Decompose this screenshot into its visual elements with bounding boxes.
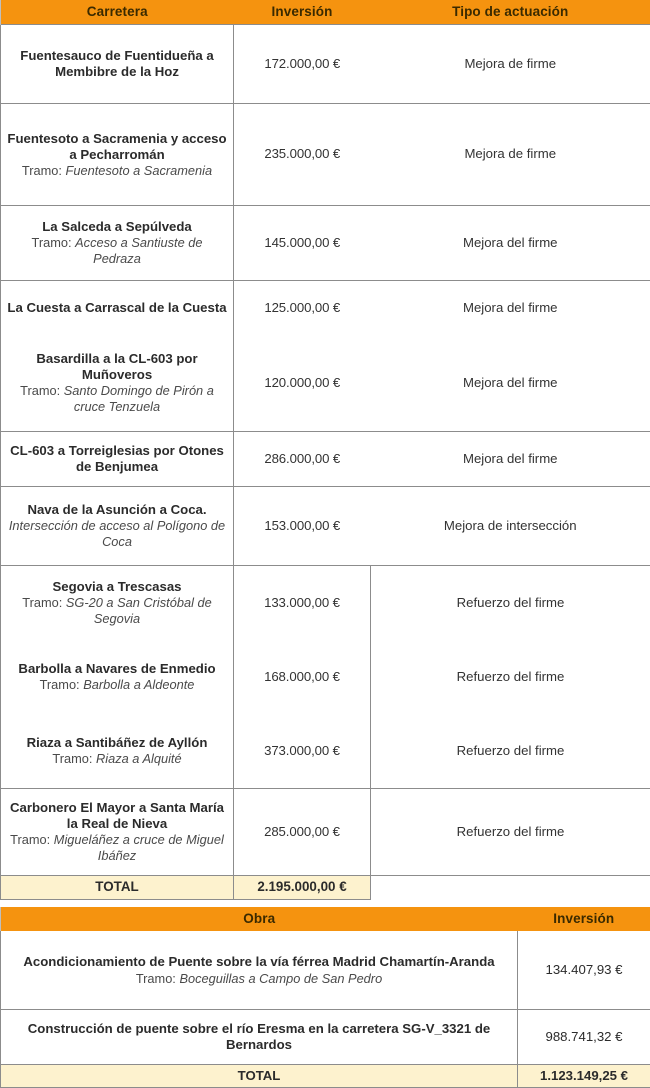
cell-investment: 133.000,00 € bbox=[234, 566, 371, 641]
cell-investment: 286.000,00 € bbox=[234, 432, 371, 487]
cell-road bbox=[1, 104, 234, 206]
table-row bbox=[1, 714, 650, 789]
road-tramo bbox=[7, 677, 227, 693]
road-tramo bbox=[7, 518, 227, 549]
tramo-text: Boceguillas a Campo de San Pedro bbox=[179, 971, 382, 986]
works-investment-table bbox=[0, 907, 650, 1088]
cell-action-type: Mejora de firme bbox=[371, 25, 650, 104]
total-label: TOTAL bbox=[1, 876, 234, 900]
cell-road: CL-603 a Torreiglesias por Otones de Benjumea bbox=[1, 432, 234, 487]
table-row bbox=[1, 566, 650, 641]
total-value: 2.195.000,00 € bbox=[234, 876, 371, 900]
cell-road bbox=[1, 335, 234, 432]
cell-investment: 235.000,00 € bbox=[234, 104, 371, 206]
tramo-text: Migueláñez a cruce de Miguel Ibáñez bbox=[54, 832, 224, 863]
cell-action-type: Mejora del firme bbox=[371, 432, 650, 487]
cell-action-type: Refuerzo del firme bbox=[371, 714, 650, 789]
road-name: Carbonero El Mayor a Santa María la Real de Nieva bbox=[7, 800, 227, 832]
road-name: Riaza a Santibáñez de Ayllón bbox=[7, 735, 227, 751]
road-name: La Salceda a Sepúlveda bbox=[7, 219, 227, 235]
tramo-label: Tramo: bbox=[20, 383, 60, 398]
road-name: Barbolla a Navares de Enmedio bbox=[7, 661, 227, 677]
road-name: Segovia a Trescasas bbox=[7, 579, 227, 595]
total-value: 1.123.149,25 € bbox=[518, 1065, 650, 1088]
column-header-inversion: Inversión bbox=[234, 0, 371, 25]
tramo-text: Riaza a Alquité bbox=[96, 751, 182, 766]
tramo-label: Tramo: bbox=[22, 595, 62, 610]
road-tramo bbox=[7, 832, 227, 863]
table-row bbox=[1, 25, 650, 104]
table-separator bbox=[0, 900, 650, 907]
table-row bbox=[1, 206, 650, 281]
cell-action-type: Mejora de firme bbox=[371, 104, 650, 206]
cell-road bbox=[1, 206, 234, 281]
cell-road: Fuentesauco de Fuentidueña a Membibre de la Hoz bbox=[1, 25, 234, 104]
tramo-text: Intersección de acceso al Polígono de Coca bbox=[9, 518, 225, 549]
works-total-row bbox=[1, 1065, 650, 1088]
table-row bbox=[1, 432, 650, 487]
cell-road: La Cuesta a Carrascal de la Cuesta bbox=[1, 281, 234, 336]
tramo-label: Tramo: bbox=[136, 971, 176, 986]
table-row bbox=[1, 487, 650, 566]
column-header-tipo-actuacion: Tipo de actuación bbox=[371, 0, 650, 25]
cell-investment: 373.000,00 € bbox=[234, 714, 371, 789]
tramo-label: Tramo: bbox=[22, 163, 62, 178]
cell-investment: 168.000,00 € bbox=[234, 640, 371, 714]
column-header-inversion-obras: Inversión bbox=[518, 907, 650, 931]
cell-investment: 120.000,00 € bbox=[234, 335, 371, 432]
tramo-label: Tramo: bbox=[32, 235, 72, 250]
table-row bbox=[1, 789, 650, 876]
work-tramo bbox=[7, 971, 511, 987]
tramo-text: Santo Domingo de Pirón a cruce Tenzuela bbox=[64, 383, 214, 414]
tramo-label: Tramo: bbox=[52, 751, 92, 766]
cell-action-type: Refuerzo del firme bbox=[371, 566, 650, 641]
tramo-text: Fuentesoto a Sacramenia bbox=[66, 163, 213, 178]
roads-table-header-row bbox=[1, 0, 650, 25]
cell-road bbox=[1, 714, 234, 789]
column-header-carretera: Carretera bbox=[1, 0, 234, 25]
cell-road bbox=[1, 487, 234, 566]
table-row bbox=[1, 1010, 650, 1065]
table-row bbox=[1, 335, 650, 432]
cell-work-investment: 134.407,93 € bbox=[518, 931, 650, 1010]
works-table-header-row bbox=[1, 907, 650, 931]
roads-total-row bbox=[1, 876, 650, 900]
cell-action-type: Refuerzo del firme bbox=[371, 640, 650, 714]
cell-investment: 153.000,00 € bbox=[234, 487, 371, 566]
cell-work-investment: 988.741,32 € bbox=[518, 1010, 650, 1065]
road-tramo bbox=[7, 383, 227, 414]
total-label: TOTAL bbox=[1, 1065, 518, 1088]
cell-action-type: Mejora del firme bbox=[371, 335, 650, 432]
cell-action-type: Mejora de intersección bbox=[371, 487, 650, 566]
cell-road bbox=[1, 789, 234, 876]
work-name: Acondicionamiento de Puente sobre la vía férrea Madrid Chamartín-Aranda bbox=[7, 954, 511, 970]
cell-investment: 125.000,00 € bbox=[234, 281, 371, 336]
cell-work bbox=[1, 931, 518, 1010]
cell-investment: 285.000,00 € bbox=[234, 789, 371, 876]
road-tramo bbox=[7, 595, 227, 626]
cell-road bbox=[1, 566, 234, 641]
table-row bbox=[1, 104, 650, 206]
cell-road bbox=[1, 640, 234, 714]
tramo-text: Acceso a Santiuste de Pedraza bbox=[75, 235, 202, 266]
cell-action-type: Mejora del firme bbox=[371, 206, 650, 281]
tramo-label: Tramo: bbox=[10, 832, 50, 847]
column-header-obra: Obra bbox=[1, 907, 518, 931]
road-tramo bbox=[7, 235, 227, 266]
table-row bbox=[1, 931, 650, 1010]
tramo-label: Tramo: bbox=[40, 677, 80, 692]
road-name: Basardilla a la CL-603 por Muñoveros bbox=[7, 351, 227, 383]
table-row bbox=[1, 640, 650, 714]
cell-investment: 145.000,00 € bbox=[234, 206, 371, 281]
cell-investment: 172.000,00 € bbox=[234, 25, 371, 104]
road-name: Fuentesoto a Sacramenia y acceso a Pecharromán bbox=[7, 131, 227, 163]
cell-action-type: Mejora del firme bbox=[371, 281, 650, 336]
cell-action-type: Refuerzo del firme bbox=[371, 789, 650, 876]
road-tramo bbox=[7, 163, 227, 179]
road-name: Nava de la Asunción a Coca. bbox=[7, 502, 227, 518]
total-spacer bbox=[371, 876, 650, 900]
tramo-text: Barbolla a Aldeonte bbox=[83, 677, 194, 692]
road-tramo bbox=[7, 751, 227, 767]
cell-work: Construcción de puente sobre el río Eresma en la carretera SG-V_3321 de Bernardos bbox=[1, 1010, 518, 1065]
tramo-text: SG-20 a San Cristóbal de Segovia bbox=[66, 595, 212, 626]
table-row bbox=[1, 281, 650, 336]
